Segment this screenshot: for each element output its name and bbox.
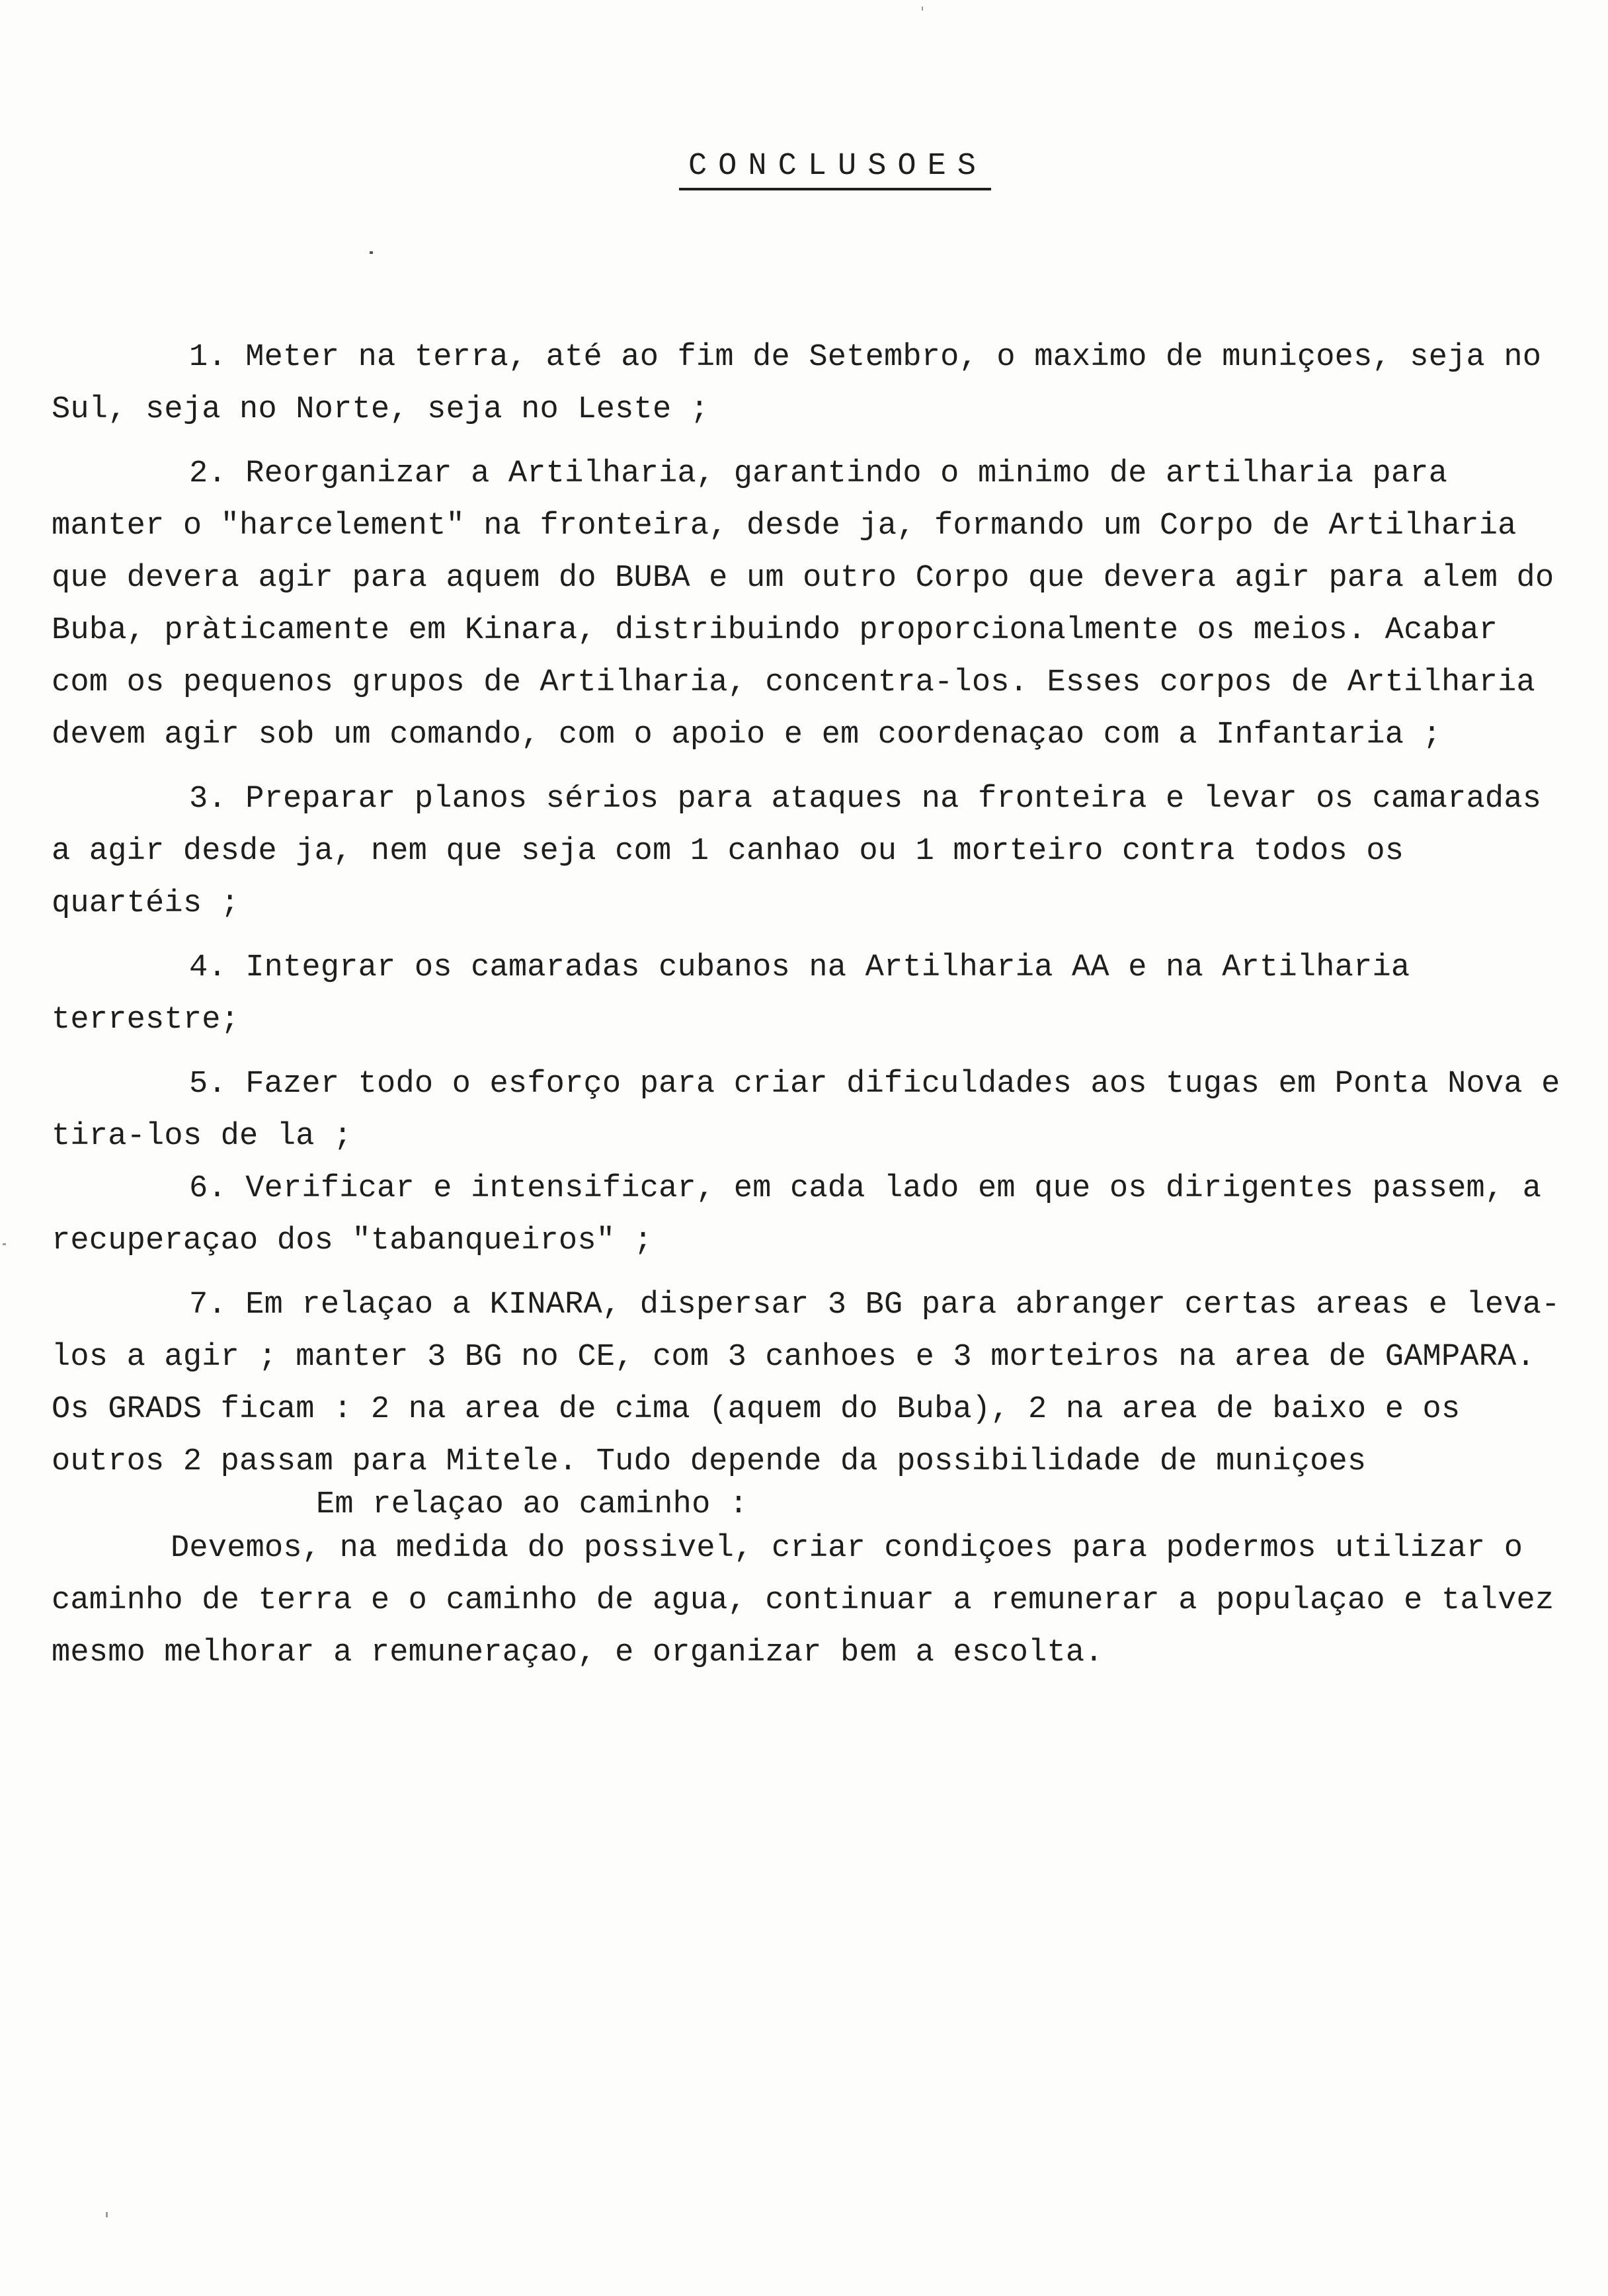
scan-speck-top: [922, 7, 923, 11]
conclusion-item-5: 5. Fazer todo o esforço para criar dificuldades aos tugas em Ponta Nova e tira-los de la ;: [52, 1067, 1579, 1154]
page-title: [52, 140, 1572, 192]
caminho-paragraph: Devemos, na medida do possivel, criar condiçoes para podermos utilizar o caminho de terra e o caminho de agua, continuar a remunerar a populaçao e talvez mesmo melhorar a remuneraçao, e organizar bem a escolta.: [52, 1531, 1554, 1670]
conclusion-item-6: 6. Verificar e intensificar, em cada lado em que os dirigentes passem, a recuperaçao dos "tabanqueiros" ;: [52, 1171, 1560, 1258]
conclusion-item-1: 1. Meter na terra, até ao fim de Setembro, o maximo de muniçoes, seja no Sul, seja no Norte, seja no Leste ;: [52, 340, 1560, 427]
scan-speck-bottom: [106, 2212, 108, 2217]
scan-speck-left: [3, 1243, 6, 1245]
conclusion-item-7: 7. Em relaçao a KINARA, dispersar 3 BG para abranger certas areas e leva-los a agir ; manter 3 BG no CE, com 3 canhoes e 3 morteiros na area de GAMPARA. Os GRADS ficam : 2 na area de cima (aquem do Buba), 2 na area de baixo e os outros 2 passam para Mitele. Tudo depende da possibilidade de muniçoes: [52, 1288, 1560, 1479]
document-body: [52, 140, 1579, 1679]
caminho-heading: Em relaçao ao caminho :: [316, 1487, 748, 1522]
conclusion-item-2: 2. Reorganizar a Artilharia, garantindo o minimo de artilharia para manter o "harcelement" na fronteira, desde ja, formando um Corpo de Artilharia que devera agir para aquem do BUBA e um outro Corpo que devera agir para alem do Buba, pràticamente em Kinara, distribuindo proporcionalmente os meios. Acabar com os pequenos grupos de Artilharia, concentra-los. Esses corpos de Artilharia devem agir sob um comando, com o apoio e em coordenaçao com a Infantaria ;: [52, 456, 1573, 753]
conclusion-item-3: 3. Preparar planos sérios para ataques na fronteira e levar os camaradas a agir desde ja, nem que seja com 1 canhao ou 1 morteiro contra todos os quartéis ;: [52, 782, 1560, 921]
conclusion-item-4: 4. Integrar os camaradas cubanos na Artilharia AA e na Artilharia terrestre;: [52, 950, 1429, 1038]
page-title-text: CONCLUSOES: [679, 147, 991, 190]
